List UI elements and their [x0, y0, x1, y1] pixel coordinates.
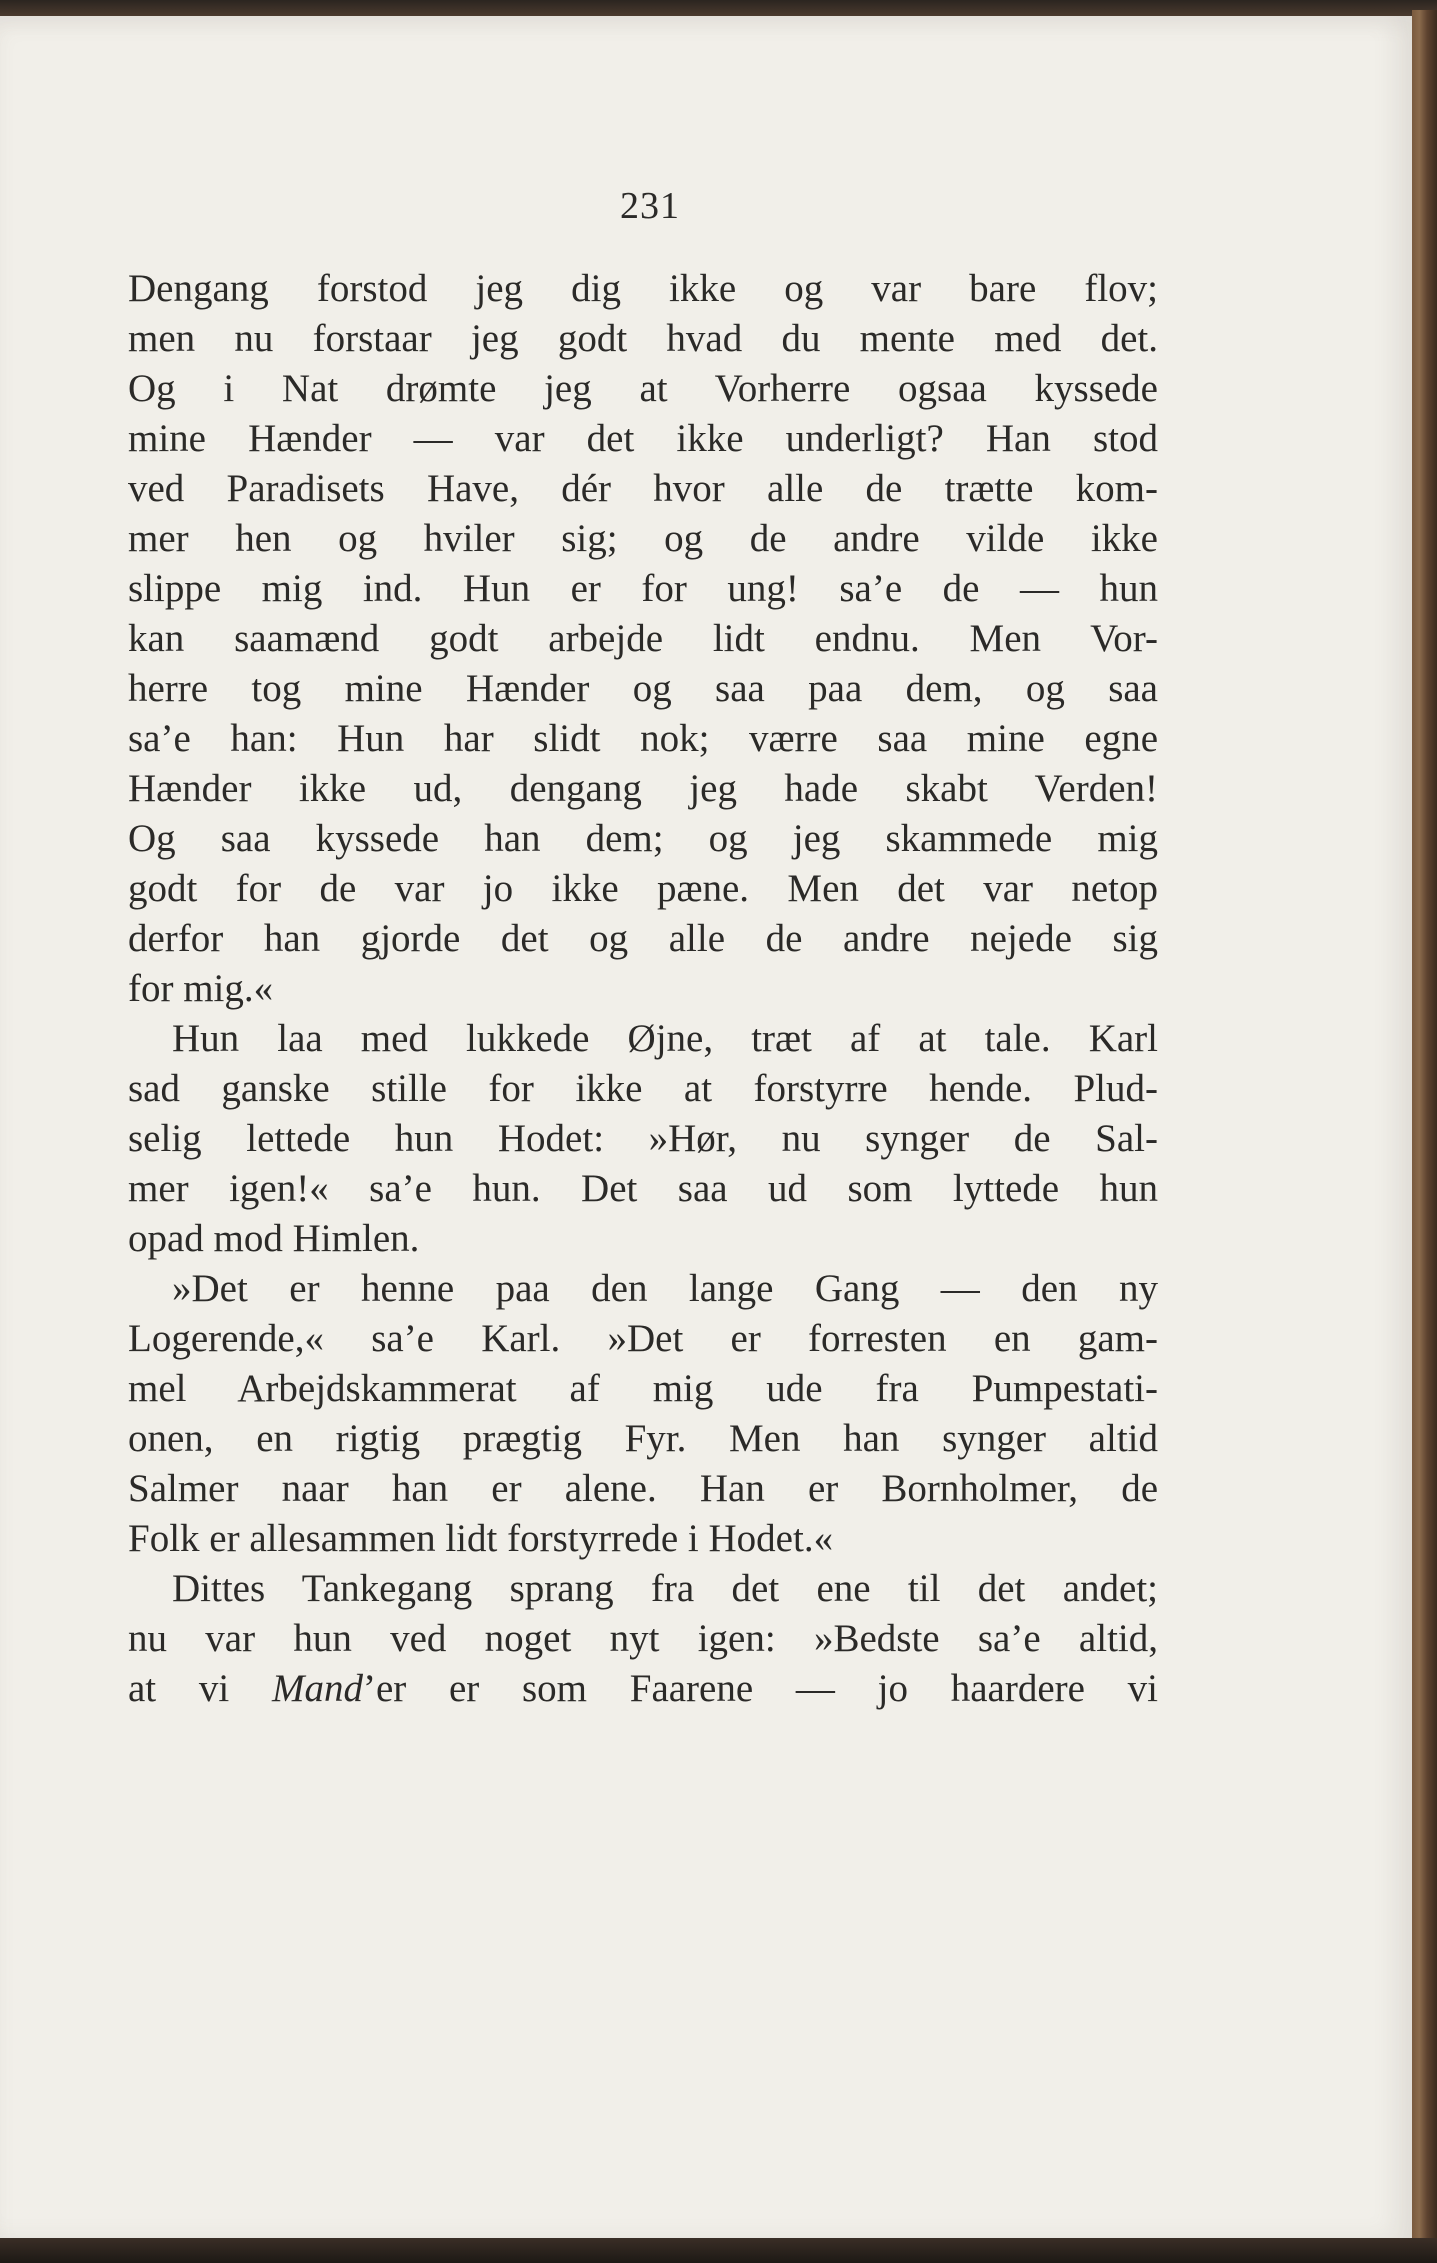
text-line: sad ganske stille for ikke at forstyrre hende. Plud- — [128, 1067, 1158, 1110]
text-line: Hænder ikke ud, dengang jeg hade skabt Verden! — [128, 767, 1158, 810]
text-line: derfor han gjorde det og alle de andre nejede sig — [128, 917, 1158, 960]
text-line: selig lettede hun Hodet: »Hør, nu synger de Sal- — [128, 1117, 1158, 1160]
text-line: ved Paradisets Have, dér hvor alle de trætte kom- — [128, 467, 1158, 510]
text-line: Dittes Tankegang sprang fra det ene til det andet; — [172, 1567, 1158, 1610]
text-line: men nu forstaar jeg godt hvad du mente med det. — [128, 317, 1158, 360]
book-edge — [1412, 10, 1437, 2250]
text-line: Og saa kyssede han dem; og jeg skammede mig — [128, 817, 1158, 860]
text-line: mine Hænder — var det ikke underligt? Han stod — [128, 417, 1158, 460]
text-line: kan saamænd godt arbejde lidt endnu. Men Vor- — [128, 617, 1158, 660]
scan-top-edge — [0, 0, 1437, 16]
text-line: herre tog mine Hænder og saa paa dem, og saa — [128, 667, 1158, 710]
text-line: mel Arbejdskammerat af mig ude fra Pumpestati- — [128, 1367, 1158, 1410]
text-line: godt for de var jo ikke pæne. Men det var netop — [128, 867, 1158, 910]
emphasis: Mand — [271, 1667, 363, 1710]
text-line: »Det er henne paa den lange Gang — den ny — [172, 1267, 1158, 1310]
text-line: Dengang forstod jeg dig ikke og var bare flov; — [128, 267, 1158, 310]
book-page — [0, 16, 1412, 2238]
text-line: Folk er allesammen lidt forstyrrede i Hodet.« — [128, 1517, 834, 1560]
text-line: Logerende,« sa’e Karl. »Det er forresten en gam- — [128, 1317, 1158, 1360]
body-text — [128, 264, 1158, 1714]
text-line: onen, en rigtig prægtig Fyr. Men han synger altid — [128, 1417, 1158, 1460]
text-line: slippe mig ind. Hun er for ung! sa’e de — hun — [128, 567, 1158, 610]
text-line: nu var hun ved noget nyt igen: »Bedste sa’e altid, — [128, 1617, 1158, 1660]
text-line: mer hen og hviler sig; og de andre vilde ikke — [128, 517, 1158, 560]
scan-bottom-edge — [0, 2238, 1437, 2263]
text-line: opad mod Himlen. — [128, 1217, 420, 1260]
text-line: for mig.« — [128, 967, 274, 1010]
text-line: Hun laa med lukkede Øjne, træt af at tale. Karl — [172, 1017, 1158, 1060]
text-line: mer igen!« sa’e hun. Det saa ud som lyttede hun — [128, 1167, 1158, 1210]
text-line: Og i Nat drømte jeg at Vorherre ogsaa kyssede — [128, 367, 1158, 410]
text-line: sa’e han: Hun har slidt nok; værre saa mine egne — [128, 717, 1158, 760]
text-line: at vi Mand’er er som Faarene — jo haardere vi — [128, 1667, 1158, 1710]
page-number: 231 — [620, 185, 680, 227]
text-line: Salmer naar han er alene. Han er Bornholmer, de — [128, 1467, 1158, 1510]
